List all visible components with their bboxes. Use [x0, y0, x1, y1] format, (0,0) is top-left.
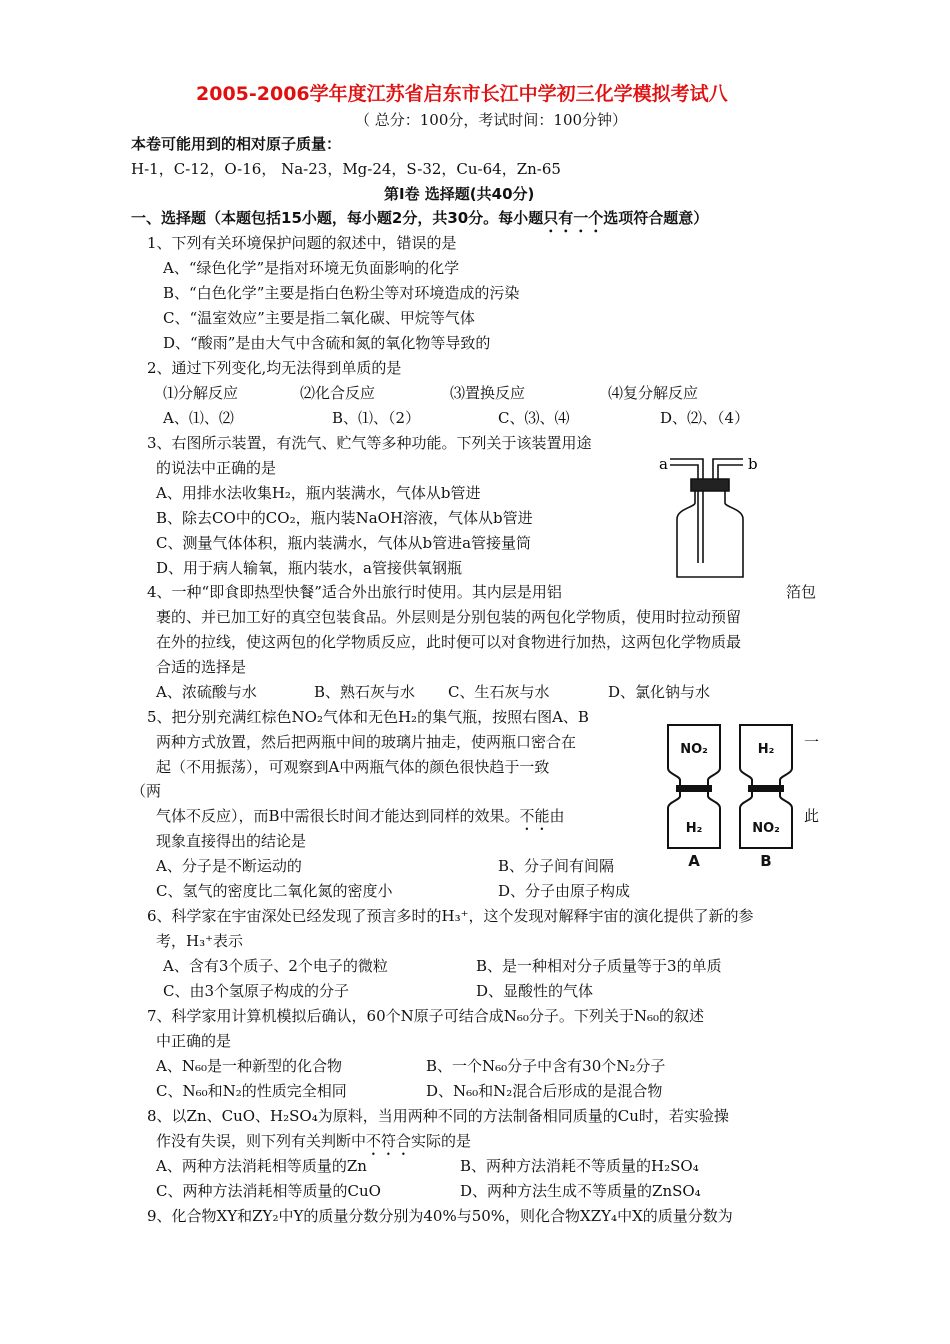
jar-b-bottom-label: NO₂	[752, 821, 780, 836]
q1-option-a: A、“绿色化学”是指对环境无负面影响的化学	[163, 259, 460, 277]
q4-option-c: C、生石灰与水	[448, 683, 550, 701]
q5-line2-right: 一	[804, 733, 820, 751]
q7-line1: 7、科学家用计算机模拟后确认，60个N原子可结合成N₆₀分子。下列关于N₆₀的叙述	[147, 1007, 705, 1025]
atomic-mass-list: H-1，C-12，O-16， Na-23，Mg-24，S-32，Cu-64，Zn-65	[131, 160, 561, 178]
q5-line5-right: 此	[804, 807, 820, 825]
q5-option-b: B、分子间有间隔	[498, 857, 615, 875]
q5-option-d: D、分子由原子构成	[498, 882, 631, 900]
q8-option-b: B、两种方法消耗不等质量的H₂SO₄	[460, 1157, 699, 1175]
q5-line6: 现象直接得出的结论是	[156, 832, 307, 850]
q6-option-c: C、由3个氢原子构成的分子	[163, 982, 350, 1000]
fig-label-b: b	[748, 455, 758, 473]
q3-option-d: D、用于病人输氧，瓶内装水，a管接供氧钢瓶	[156, 559, 462, 577]
q4-line1-right: 箔包	[786, 583, 817, 601]
q3-option-b: B、除去CO中的CO₂，瓶内装NaOH溶液，气体从b管进	[156, 509, 533, 527]
q5-line4: （两	[131, 782, 162, 800]
q8-line2-post: 实际的是	[411, 1132, 472, 1150]
q2-option-b: B、⑴、（2）	[332, 409, 421, 427]
q4-line1: 4、一种“即食即热型快餐”适合外出旅行时使用。其内层是用铝	[147, 583, 562, 601]
q2-option-c: C、⑶、⑷	[498, 409, 570, 427]
q5-line5-emph: 不能	[519, 807, 550, 825]
q5-line5	[156, 806, 565, 834]
q4-option-b: B、熟石灰与水	[314, 683, 416, 701]
q7-line2: 中正确的是	[156, 1032, 232, 1050]
atomic-mass-heading: 本卷可能用到的相对原子质量：	[131, 135, 342, 153]
q3-option-c: C、测量气体体积，瓶内装满水，气体从b管进a管接量筒	[156, 534, 532, 552]
q8-line2-pre: 作没有失误，则下列有关判断中	[156, 1132, 367, 1150]
q8-line2-emph: 不符合	[366, 1132, 412, 1150]
q5-line2: 两种方式放置，然后把两瓶中间的玻璃片抽走，使两瓶口密合在	[156, 733, 577, 751]
fig-label-a: a	[659, 455, 668, 473]
q8-option-a: A、两种方法消耗相等质量的Zn	[156, 1157, 367, 1175]
q4-option-a: A、浓硫酸与水	[156, 683, 257, 701]
q2-option-a: A、⑴、⑵	[163, 409, 234, 427]
q6-line1: 6、科学家在宇宙深处已经发现了预言多时的H₃⁺，这个发现对解释宇宙的演化提供了新的参	[147, 907, 754, 925]
q1-option-b: B、“白色化学”主要是指白色粉尘等对环境造成的污染	[163, 284, 520, 302]
q5-option-c: C、氢气的密度比二氧化氮的密度小	[156, 882, 393, 900]
q7-option-a: A、N₆₀是一种新型的化合物	[156, 1057, 342, 1075]
q4-option-d: D、氯化钠与水	[608, 683, 711, 701]
q6-option-b: B、是一种相对分子质量等于3的单质	[476, 957, 722, 975]
q2-item-1: ⑴分解反应	[163, 384, 239, 402]
q1-option-c: C、“温室效应”主要是指二氧化碳、甲烷等气体	[163, 309, 475, 327]
q2-item-4: ⑷复分解反应	[608, 384, 699, 402]
jar-b-top-label: H₂	[757, 742, 775, 757]
q9-line1: 9、化合物XY和ZY₂中Y的质量分数分别为40%与50%，则化合物XZY₄中X的质量分数为	[147, 1207, 733, 1225]
q5-option-a: A、分子是不断运动的	[156, 857, 302, 875]
q2-stem: 2、通过下列变化,均无法得到单质的是	[147, 359, 402, 377]
q5-line3: 起（不用振荡），可观察到A中两瓶气体的颜色很快趋于一致	[156, 758, 550, 776]
q3-stem-line2: 的说法中正确的是	[156, 459, 277, 477]
q7-option-d: D、N₆₀和N₂混合后形成的是混合物	[426, 1082, 663, 1100]
q3-option-a: A、用排水法收集H₂，瓶内装满水，气体从b管进	[156, 484, 481, 502]
q7-option-c: C、N₆₀和N₂的性质完全相同	[156, 1082, 347, 1100]
q8-line2	[156, 1131, 471, 1159]
q2-option-d: D、⑵、（4）	[660, 409, 750, 427]
q5-line5-post: 由	[549, 807, 565, 825]
q6-option-d: D、显酸性的气体	[476, 982, 594, 1000]
q1-option-d: D、“酸雨”是由大气中含硫和氮的氧化物等导致的	[163, 334, 491, 352]
q4-line3: 在外的拉线，使这两包的化学物质反应，此时便可以对食物进行加热，这两包化学物质最	[156, 633, 742, 651]
page-title: 2005-2006学年度江苏省启东市长江中学初三化学模拟考试八	[196, 83, 728, 105]
q5-line5-pre: 气体不反应），而B中需很长时间才能达到同样的效果。	[156, 807, 520, 825]
q2-item-2: ⑵化合反应	[300, 384, 376, 402]
gas-washing-bottle-figure	[655, 445, 785, 585]
part1-heading-emph: 只有一个	[543, 209, 604, 227]
figure-label-b: B	[760, 852, 772, 870]
q4-line2: 裹的、并已加工好的真空包装食品。外层则是分别包装的两包化学物质，使用时拉动预留	[156, 608, 742, 626]
gas-jars-figure	[660, 720, 800, 870]
jar-a-top-label: NO₂	[680, 742, 708, 757]
q2-item-3: ⑶置换反应	[450, 384, 526, 402]
q5-line1: 5、把分别充满红棕色NO₂气体和无色H₂的集气瓶，按照右图A、B	[147, 708, 589, 726]
q1-stem: 1、下列有关环境保护问题的叙述中，错误的是	[147, 234, 457, 252]
q4-line4: 合适的选择是	[156, 658, 247, 676]
part1-heading-pre: 一、选择题（本题包括15小题，每小题2分，共30分。每小题	[131, 209, 544, 227]
q8-line1: 8、以Zn、CuO、H₂SO₄为原料，当用两种不同的方法制备相同质量的Cu时，若实验操	[147, 1107, 729, 1125]
section-title: 第Ⅰ卷 选择题(共40分)	[384, 185, 535, 203]
q3-stem-line1: 3、右图所示装置，有洗气、贮气等多种功能。下列关于该装置用途	[147, 434, 592, 452]
q8-option-d: D、两种方法生成不等质量的ZnSO₄	[460, 1182, 701, 1200]
part1-heading	[131, 208, 708, 236]
q7-option-b: B、一个N₆₀分子中含有30个N₂分子	[426, 1057, 666, 1075]
part1-heading-post: 选项符合题意）	[603, 209, 709, 227]
jar-a-bottom-label: H₂	[685, 821, 703, 836]
q8-option-c: C、两种方法消耗相等质量的CuO	[156, 1182, 381, 1200]
q6-option-a: A、含有3个质子、2个电子的微粒	[163, 957, 388, 975]
page-subtitle: （ 总分：100分，考试时间：100分钟）	[355, 111, 628, 129]
figure-label-a: A	[688, 852, 700, 870]
q6-line2: 考，H₃⁺表示	[156, 932, 244, 950]
